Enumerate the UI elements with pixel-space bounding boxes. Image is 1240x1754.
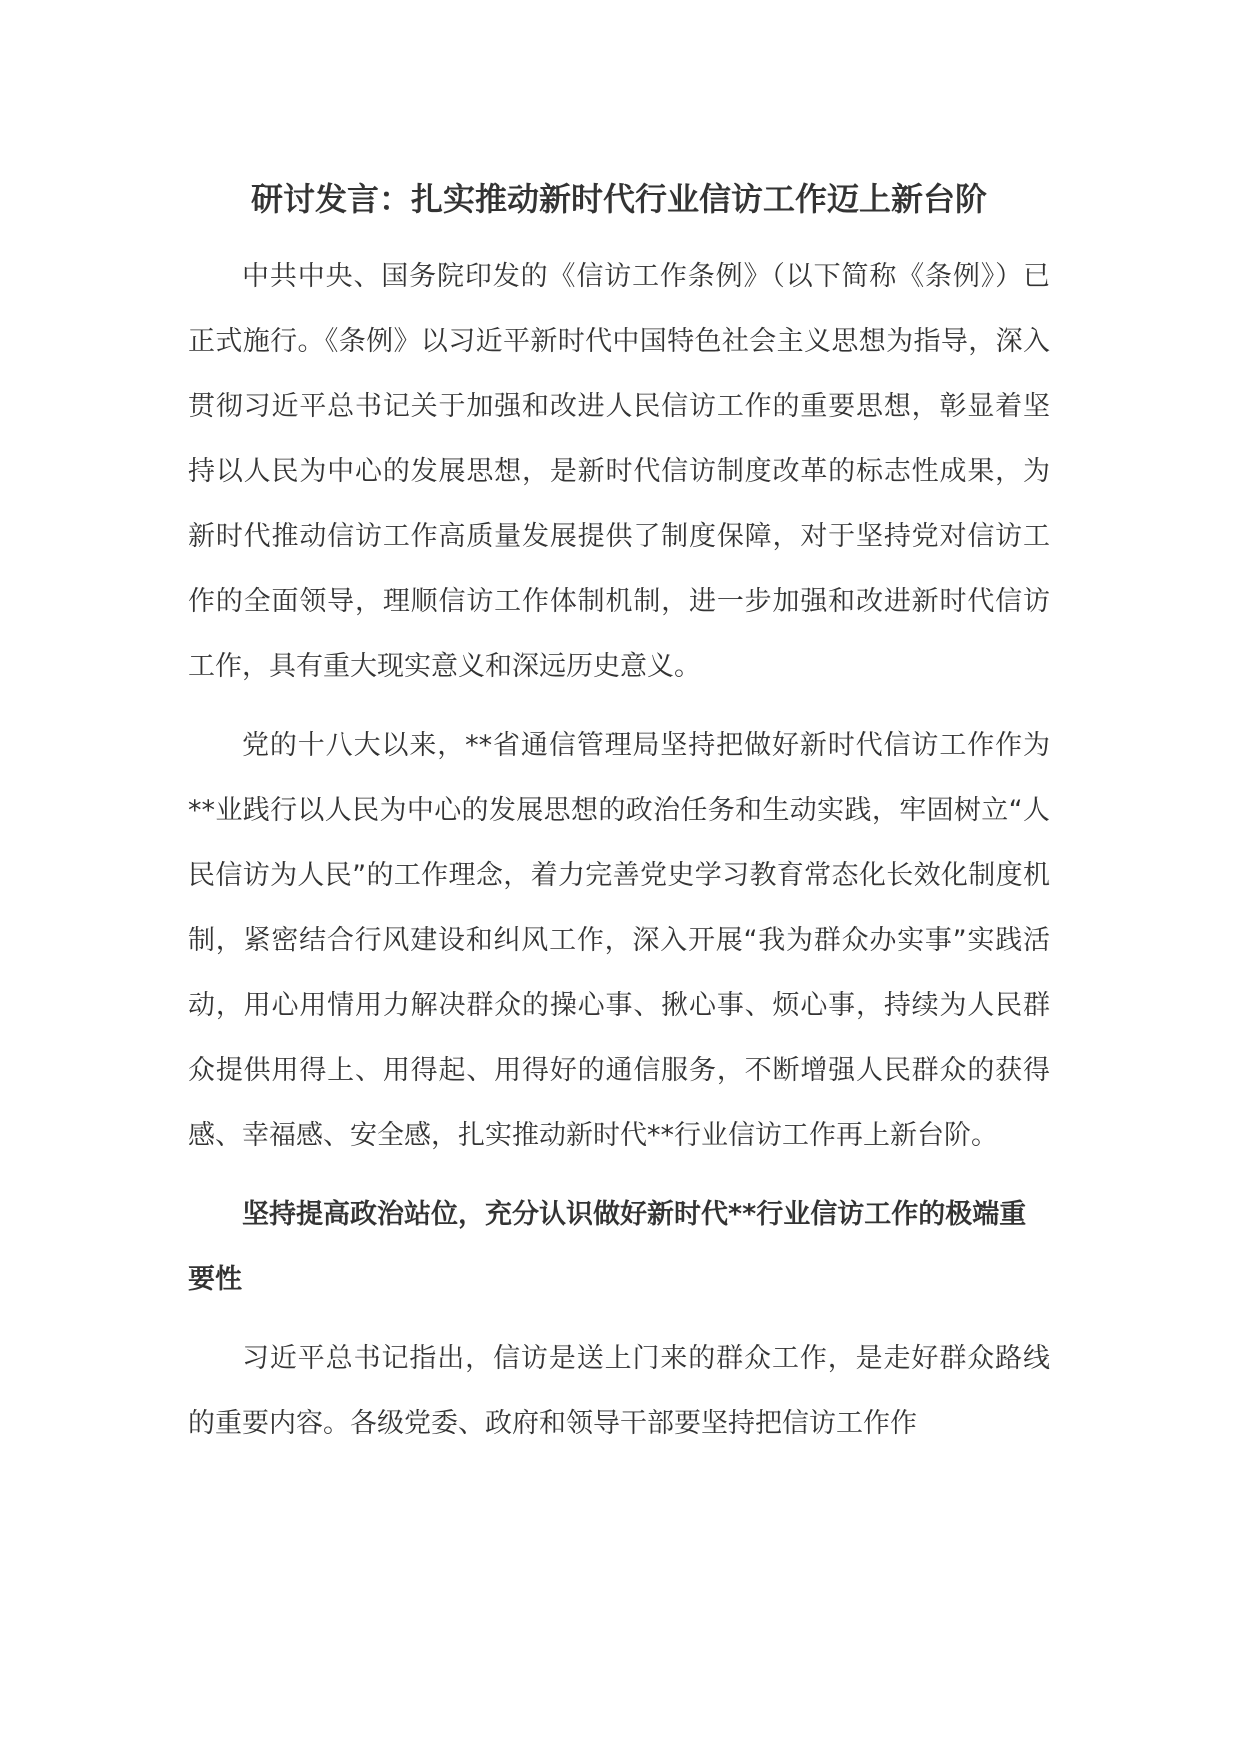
- section-heading: 坚持提高政治站位，充分认识做好新时代**行业信访工作的极端重要性: [188, 1199, 1027, 1295]
- document-title: 研讨发言：扎实推动新时代行业信访工作迈上新台阶: [250, 180, 987, 218]
- paragraph-regulation-intro: 中共中央、国务院印发的《信访工作条例》（以下简称《条例》）已正式施行。《条例》以习近平新时代中国特色社会主义思想为指导，深入贯彻习近平总书记关于加强和改进人民信访工作的重要思想，彰显着坚持以人民为中心的发展思想，是新时代信访制度改革的标志性成果，为新时代推动信访工作高质量发展提供了制度保障，对于坚持党对信访工作的全面领导，理顺信访工作体制机制，进一步加强和改进新时代信访工作，具有重大现实意义和深远历史意义。: [188, 261, 1050, 682]
- paragraph-bureau-practice: 党的十八大以来，**省通信管理局坚持把做好新时代信访工作作为**业践行以人民为中心的发展思想的政治任务和生动实践，牢固树立“人民信访为人民”的工作理念，着力完善党史学习教育常态化长效化制度机制，紧密结合行风建设和纠风工作，深入开展“我为群众办实事”实践活动，用心用情用力解决群众的操心事、揪心事、烦心事，持续为人民群众提供用得上、用得起、用得好的通信服务，不断增强人民群众的获得感、幸福感、安全感，扎实推动新时代**行业信访工作再上新台阶。: [188, 730, 1050, 1151]
- document-body: [188, 168, 1050, 1456]
- paragraph-section-body: 习近平总书记指出，信访是送上门来的群众工作，是走好群众路线的重要内容。各级党委、政府和领导干部要坚持把信访工作作: [188, 1343, 1050, 1439]
